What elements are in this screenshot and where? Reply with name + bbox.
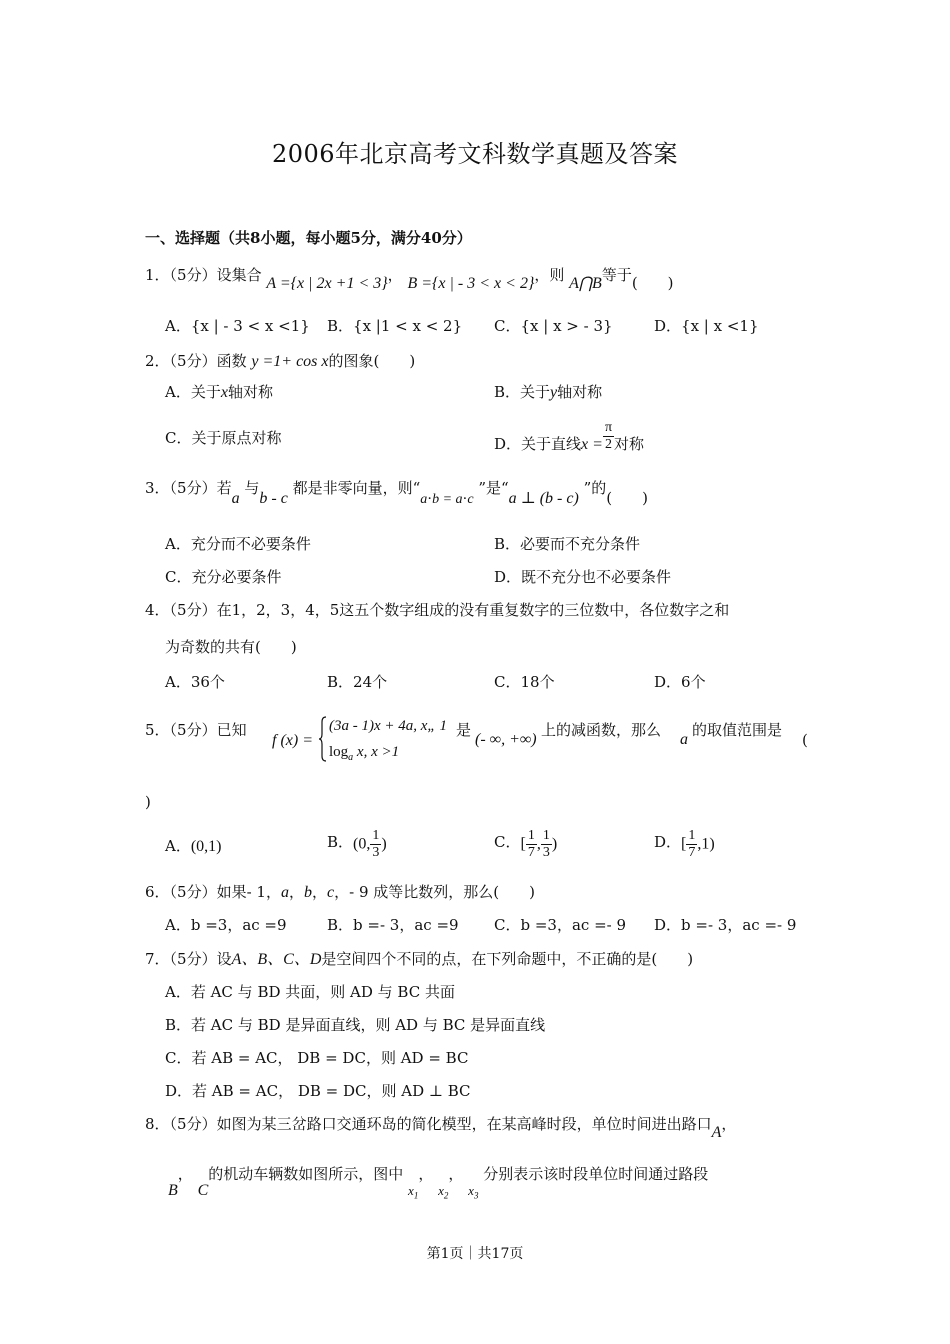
piecewise-case-2 xyxy=(329,742,399,768)
q7-option-b: B．若 AC 与 BD 是异面直线，则 AD 与 BC 是异面直线 xyxy=(165,1016,546,1034)
fraction-one-seventh xyxy=(686,828,697,861)
q7-option-a: A．若 AC 与 BD 共面，则 AD 与 BC 共面 xyxy=(165,983,455,1001)
q1-option-b: B．{x |1 < x < 2} xyxy=(327,317,463,335)
vector-b-minus-c: b - c xyxy=(259,490,288,507)
fraction-one-third xyxy=(370,828,381,861)
q4-option-d: D．6个 xyxy=(654,673,706,691)
q3-option-a: A．充分而不必要条件 xyxy=(165,535,311,553)
var-x3 xyxy=(468,1183,479,1201)
numerator: 1 xyxy=(372,828,380,843)
separator: ， xyxy=(288,883,304,901)
question-6 xyxy=(145,882,535,903)
answer-paren: ( ) xyxy=(631,274,674,292)
option-label: C． xyxy=(494,832,521,851)
q2-option-a-tail: 轴对称 xyxy=(227,383,273,401)
question-2-tail: 的图象( ) xyxy=(328,352,416,370)
denominator: 7 xyxy=(688,845,696,860)
separator: ， xyxy=(721,1115,737,1133)
piecewise-case-1: (3a - 1)x + 4a, x„ 1 xyxy=(329,718,448,734)
q5-option-a xyxy=(165,836,222,857)
option-value-post: ,1) xyxy=(697,835,715,853)
interval-expr: (- ∞, +∞) xyxy=(475,731,537,748)
question-8-line-1 xyxy=(145,1114,737,1141)
point-a: A xyxy=(711,1124,722,1141)
question-7-stem: 7．（5分）设 xyxy=(145,950,232,968)
numerator: 1 xyxy=(688,828,696,843)
points-list: A、B、C、D xyxy=(231,951,322,968)
denominator: 3 xyxy=(542,845,550,860)
q4-option-c: C．18个 xyxy=(494,673,555,691)
question-4-line-1: 4．（5分）在1，2，3，4，5这五个数字组成的没有重复数字的三位数中，各位数字之和 xyxy=(145,601,730,619)
question-1-tail: 等于 xyxy=(601,266,632,284)
dot-product-expr: a⋅b = a⋅c xyxy=(420,492,474,507)
q3-option-c: C．充分必要条件 xyxy=(165,568,282,586)
variable-b: b xyxy=(303,884,312,901)
question-6-stem: 6．（5分）如果- 1， xyxy=(145,883,281,901)
question-3-mid2: ”是“ xyxy=(478,479,509,497)
option-label: A． xyxy=(165,837,191,855)
question-3-mid: 都是非零向量，则“ xyxy=(292,479,421,497)
question-5-stem: 5．（5分）已知 xyxy=(145,721,247,739)
denominator: 7 xyxy=(527,845,535,860)
question-8-mid: 的机动车辆数如图所示，图中 xyxy=(208,1165,404,1183)
q5-option-c xyxy=(494,828,557,861)
log-label: log xyxy=(329,744,349,760)
q2-option-d-tail: 对称 xyxy=(614,434,645,453)
question-3-stem: 3．（5分）若 xyxy=(145,479,232,497)
set-a: A ={x | 2x +1 < 3} xyxy=(266,275,388,292)
page-title: 2006年北京高考文科数学真题及答案 xyxy=(271,140,679,168)
line-expr: x = xyxy=(581,435,603,453)
q4-option-b: B．24个 xyxy=(327,673,388,691)
option-value-pre: [ xyxy=(681,835,687,853)
q6-option-a: A．b =3，ac =9 xyxy=(165,916,287,934)
q6-option-b: B．b =- 3，ac =9 xyxy=(327,916,459,934)
separator: ， xyxy=(177,1165,193,1183)
numerator: 1 xyxy=(542,828,550,843)
question-8-tail: 分别表示该时段单位时间通过路段 xyxy=(483,1165,709,1183)
separator: ， xyxy=(311,883,327,901)
answer-paren-open: ( xyxy=(802,731,808,749)
option-value: (0,1) xyxy=(190,838,222,855)
q2-option-d xyxy=(494,420,644,453)
question-3 xyxy=(145,478,648,507)
answer-paren: ( ) xyxy=(606,489,648,507)
q5-option-d xyxy=(654,828,715,861)
q1-option-d: D．{x | x <1} xyxy=(654,317,759,335)
q3-option-d: D．既不充分也不必要条件 xyxy=(494,568,672,586)
conjunction: 与 xyxy=(244,479,260,497)
variable-a: a xyxy=(680,731,688,748)
question-2 xyxy=(145,351,415,372)
set-b: B ={x | - 3 < x < 2} xyxy=(407,275,535,292)
subscript: 1 xyxy=(413,1190,419,1201)
q6-option-d: D．b =- 3，ac =- 9 xyxy=(654,916,797,934)
numerator: π xyxy=(604,420,613,435)
option-value-post: ) xyxy=(381,835,387,853)
question-5-tail: 的取值范围是 xyxy=(692,721,783,739)
brace-icon xyxy=(319,716,327,762)
vector-a: a xyxy=(231,490,240,507)
q2-option-a xyxy=(165,382,273,403)
question-1 xyxy=(145,265,674,292)
option-label: D． xyxy=(654,832,682,851)
q2-option-b-tail: 轴对称 xyxy=(557,383,603,401)
question-1-stem: 1．（5分）设集合 xyxy=(145,266,262,284)
piecewise-brace xyxy=(319,716,327,762)
question-8-line-2: B， C的机动车辆数如图所示，图中 $x_1$， $x_2$， $x_3$ 分别表示该时段单位时间通过路段 xyxy=(168,1165,709,1201)
q6-option-c: C．b =3，ac =- 9 xyxy=(494,916,627,934)
answer-paren-close: ) xyxy=(145,793,151,811)
q1-option-c: C．{x | x > - 3} xyxy=(494,317,613,335)
numerator: 1 xyxy=(527,828,535,843)
variable-c: c xyxy=(327,884,335,901)
point-c: C xyxy=(197,1182,209,1199)
comma: , xyxy=(536,835,541,853)
option-label: B． xyxy=(327,832,354,851)
variable-a: a xyxy=(280,884,289,901)
separator: ，则 xyxy=(534,266,565,284)
fraction-one-seventh xyxy=(526,828,537,861)
section-heading: 一、选择题（共8小题，每小题5分，满分40分） xyxy=(145,229,472,247)
separator: ， xyxy=(387,266,403,284)
question-7-tail: 是空间四个不同的点，在下列命题中，不正确的是( ) xyxy=(321,950,694,968)
q5-option-b xyxy=(327,828,387,861)
q7-option-c: C．若 AB = AC， DB = DC，则 AD = BC xyxy=(165,1049,469,1067)
point-b: B xyxy=(168,1182,178,1199)
q2-option-a-text: A．关于 xyxy=(165,383,221,401)
piecewise-fx xyxy=(272,730,313,751)
intersection-expr: A⋂B xyxy=(569,275,602,292)
question-4-line-2: 为奇数的共有( ) xyxy=(165,638,297,656)
page-footer: 第1页｜共17页 xyxy=(426,1246,524,1262)
question-3-tail: ”的 xyxy=(583,479,607,497)
fraction-one-third xyxy=(541,828,552,861)
x: x xyxy=(408,1183,414,1198)
q3-option-b: B．必要而不充分条件 xyxy=(494,535,641,553)
q2-option-b xyxy=(494,382,602,403)
q2-option-b-text: B．关于 xyxy=(494,383,551,401)
variable-x: x xyxy=(220,384,228,401)
q2-option-d-text: D．关于直线 xyxy=(494,434,582,453)
question-5-mid: 上的减函数，那么 xyxy=(541,721,662,739)
question-5-is: 是 xyxy=(456,721,472,739)
function-expr: y =1+ cos x xyxy=(251,353,329,370)
denominator: 3 xyxy=(372,845,380,860)
fx-label: f (x) = xyxy=(272,732,313,749)
q1-option-a: A．{x | - 3 < x <1} xyxy=(165,317,310,335)
option-value-pre: (0, xyxy=(353,835,371,853)
q7-option-d: D．若 AB = AC， DB = DC，则 AD ⊥ BC xyxy=(165,1082,471,1100)
subscript: 2 xyxy=(443,1190,449,1201)
subscript: 3 xyxy=(473,1190,479,1201)
option-value-post: ) xyxy=(551,835,558,853)
var-x2 xyxy=(438,1183,449,1201)
option-value-pre: [ xyxy=(520,835,526,853)
log-base: a xyxy=(348,752,354,763)
x: x xyxy=(468,1183,474,1198)
pi-over-2 xyxy=(603,420,614,453)
x: x xyxy=(438,1183,444,1198)
perpendicular-expr: a ⊥ (b - c) xyxy=(508,490,579,507)
question-8-stem: 8．（5分）如图为某三岔路口交通环岛的简化模型，在某高峰时段，单位时间进出路口 xyxy=(145,1115,712,1133)
question-7 xyxy=(145,949,693,970)
var-x1 xyxy=(408,1183,419,1201)
q4-option-a: A．36个 xyxy=(165,673,225,691)
q2-option-c: C．关于原点对称 xyxy=(165,429,282,447)
question-2-stem: 2．（5分）函数 xyxy=(145,352,247,370)
log-arg: x, x >1 xyxy=(353,744,400,760)
denominator: 2 xyxy=(604,437,612,452)
variable-y: y xyxy=(550,384,558,401)
question-6-tail: ，- 9 成等比数列，那么( ) xyxy=(334,883,535,901)
